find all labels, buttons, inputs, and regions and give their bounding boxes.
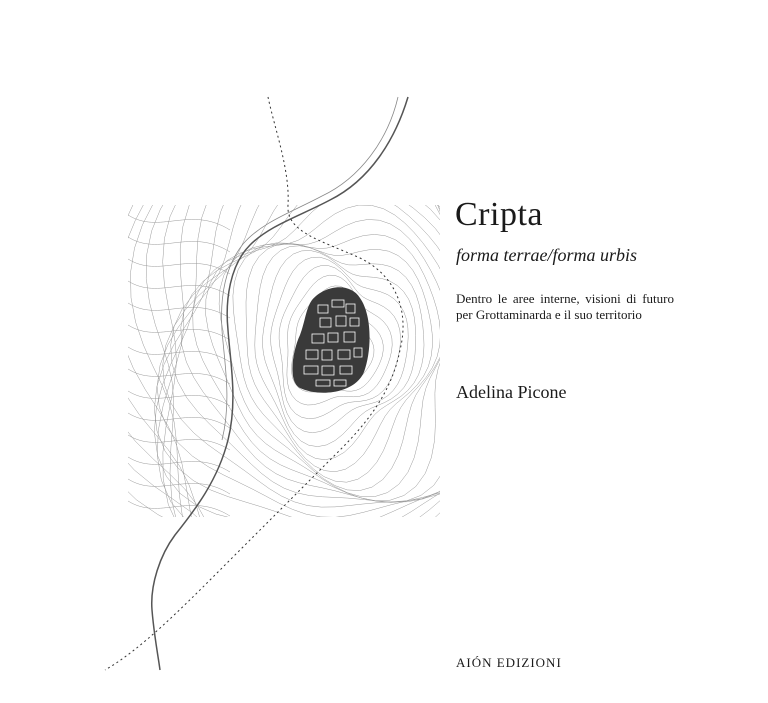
book-author: Adelina Picone	[456, 382, 567, 402]
town-blocks	[292, 287, 369, 392]
book-description: Dentro le aree interne, visioni di futuro per Grottaminarda e il suo territorio	[456, 291, 674, 322]
publisher-name: AIÓN EDIZIONI	[456, 655, 562, 670]
book-subtitle: forma terrae/forma urbis	[456, 245, 638, 265]
book-title: Cripta	[455, 196, 543, 233]
road-dotted-line	[105, 97, 403, 670]
